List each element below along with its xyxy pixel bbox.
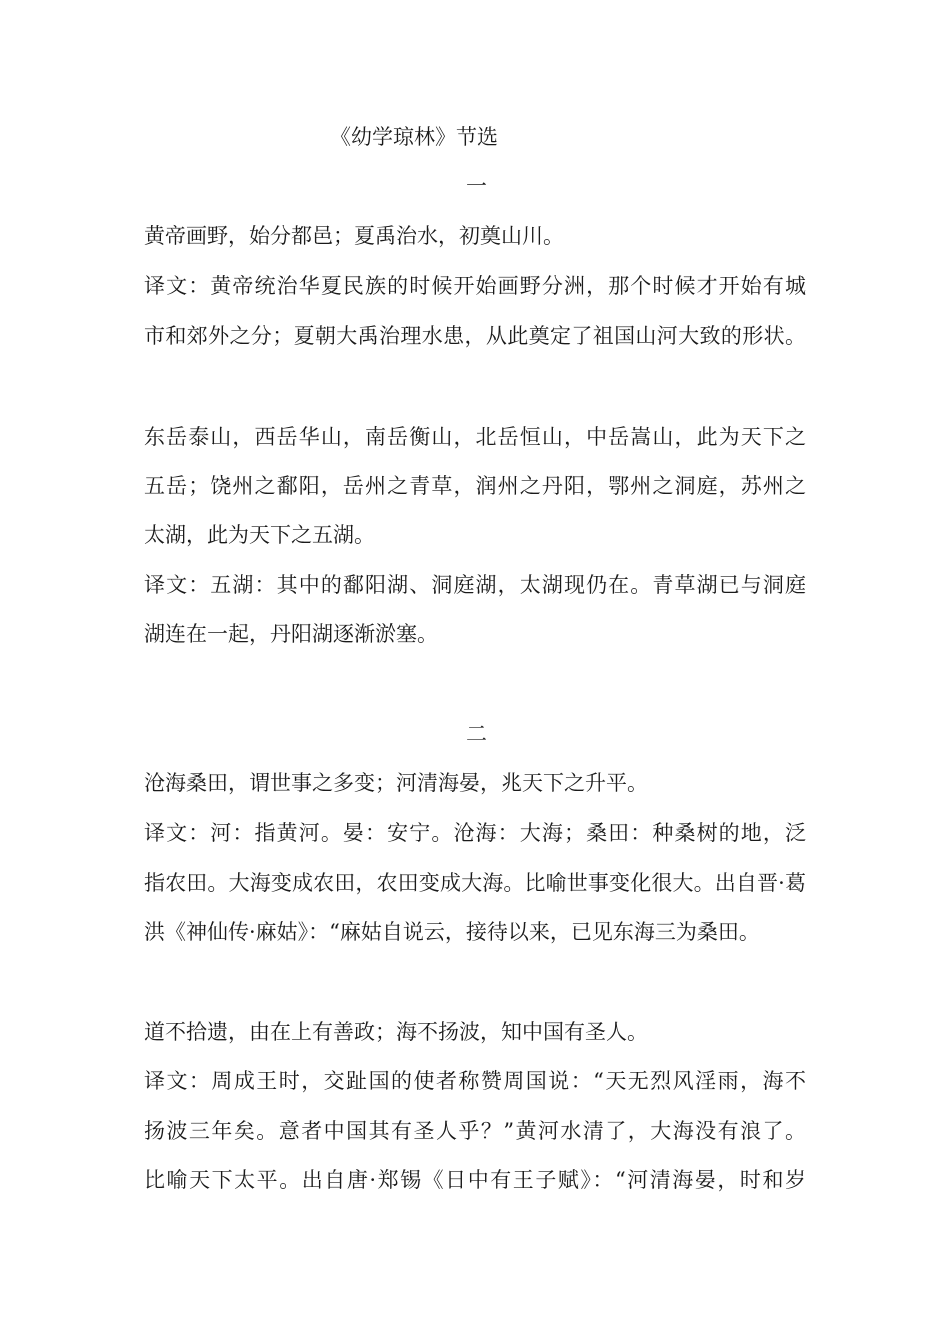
section-number-two: 二 <box>466 722 487 746</box>
classical-text-line: 东岳泰山，西岳华山，南岳衡山，北岳恒山，中岳嵩山，此为天下之 <box>144 425 806 449</box>
section-number-one: 一 <box>466 174 487 198</box>
translation-line: 市和郊外之分；夏朝大禹治理水患，从此奠定了祖国山河大致的形状。 <box>144 324 806 348</box>
translation-line: 译文：五湖：其中的鄱阳湖、洞庭湖，太湖现仍在。青草湖已与洞庭 <box>144 573 806 597</box>
classical-text-line: 黄帝画野，始分都邑；夏禹治水，初奠山川。 <box>144 224 564 248</box>
classical-text-line: 道不拾遗，由在上有善政；海不扬波，知中国有圣人。 <box>144 1020 648 1044</box>
classical-text-line: 沧海桑田，谓世事之多变；河清海晏，兆天下之升平。 <box>144 771 648 795</box>
classical-text-line: 太湖，此为天下之五湖。 <box>144 523 375 547</box>
translation-line: 洪《神仙传·麻姑》：“麻姑自说云，接待以来，已见东海三为桑田。 <box>144 920 760 944</box>
document-title: 《幼学琼林》节选 <box>330 125 498 149</box>
translation-line: 指农田。大海变成农田，农田变成大海。比喻世事变化很大。出自晋·葛 <box>144 871 806 895</box>
translation-line: 比喻天下太平。出自唐·郑锡《日中有王子赋》：“河清海晏，时和岁 <box>144 1168 806 1192</box>
translation-line: 湖连在一起，丹阳湖逐渐淤塞。 <box>144 622 438 646</box>
classical-text-line: 五岳；饶州之鄱阳，岳州之青草，润州之丹阳，鄂州之洞庭，苏州之 <box>144 474 806 498</box>
translation-line: 译文：河：指黄河。晏：安宁。沧海：大海；桑田：种桑树的地，泛 <box>144 821 806 845</box>
translation-line: 译文：周成王时，交趾国的使者称赞周国说：“天无烈风淫雨，海不 <box>144 1069 806 1093</box>
translation-line: 扬波三年矣。意者中国其有圣人乎？”黄河水清了，大海没有浪了。 <box>144 1119 806 1143</box>
translation-line: 译文：黄帝统治华夏民族的时候开始画野分洲，那个时候才开始有城 <box>144 274 806 298</box>
